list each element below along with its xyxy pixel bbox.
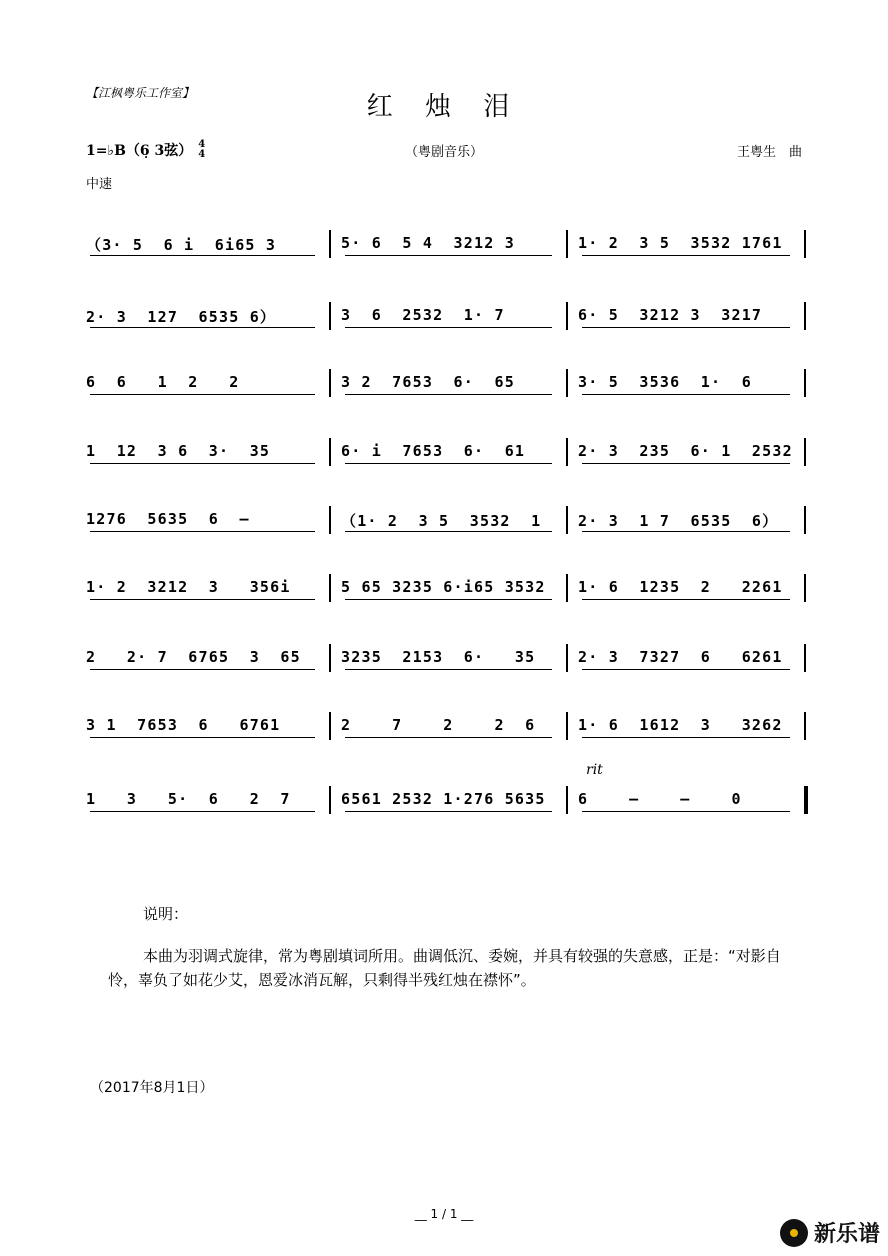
beam-line [90, 737, 315, 738]
beam-line [582, 255, 790, 256]
measure: 6 – – 0 [578, 790, 742, 808]
measure: 2· 3 7327 6 6261 [578, 648, 783, 666]
barline [329, 230, 331, 258]
barline [329, 712, 331, 740]
score-row [86, 228, 808, 268]
explanation-label: 说明： [143, 905, 189, 923]
measure: 6· i 7653 6· 61 [341, 442, 526, 460]
measure: 5· 6 5 4 3212 3 [341, 234, 515, 252]
measure: （3· 5 6 i 6i65 3 [86, 236, 277, 254]
beam-line [582, 531, 790, 532]
beam-line [345, 669, 552, 670]
barline [566, 644, 568, 672]
beam-line [345, 737, 552, 738]
song-title: 红 烛 泪 [366, 92, 522, 122]
beam-line [90, 599, 315, 600]
measure: 2 2· 7 6765 3 65 [86, 648, 301, 666]
barline [566, 786, 568, 814]
logo-text: 新乐谱 [813, 1222, 880, 1247]
beam-line [90, 394, 315, 395]
tempo-marking: 中速 [86, 177, 113, 192]
barline [804, 369, 806, 397]
time-signature-bottom: 4 [198, 149, 206, 160]
beam-line [90, 255, 315, 256]
score-row [86, 710, 808, 750]
barline [329, 574, 331, 602]
barline [566, 574, 568, 602]
barline [804, 302, 806, 330]
beam-line [582, 327, 790, 328]
measure: 3 6 2532 1· 7 [341, 306, 505, 324]
measure: 3 1 7653 6 6761 [86, 716, 281, 734]
measure: 5 65 3235 6·i65 3532 [341, 578, 546, 596]
barline [329, 302, 331, 330]
measure: 1· 2 3 5 3532 1761 [578, 234, 783, 252]
score-row [86, 762, 808, 824]
measure: 2· 3 127 6535 6） [86, 308, 277, 326]
beam-line [582, 463, 790, 464]
song-subtitle: （粤剧音乐） [404, 145, 483, 160]
studio-label: 【江枫粤乐工作室】 [86, 86, 195, 100]
beam-line [345, 811, 552, 812]
measure: 3· 5 3536 1· 6 [578, 373, 752, 391]
beam-line [345, 599, 552, 600]
beam-line [345, 531, 552, 532]
barline [329, 369, 331, 397]
beam-line [90, 327, 315, 328]
beam-line [90, 463, 315, 464]
barline [804, 438, 806, 466]
measure: 1 12 3 6 3· 35 [86, 442, 271, 460]
barline [329, 786, 331, 814]
time-signature [198, 140, 205, 160]
score-row [86, 572, 808, 612]
barline [804, 230, 806, 258]
beam-line [90, 531, 315, 532]
beam-line [582, 394, 790, 395]
beam-line [345, 255, 552, 256]
beam-line [345, 327, 552, 328]
barline [329, 438, 331, 466]
composer-credit: 王粤生 曲 [736, 145, 802, 160]
site-logo [780, 1217, 880, 1248]
explanation-text: 本曲为羽调式旋律，常为粤剧填词所用。曲调低沉、委婉，并具有较强的失意感，正是：“对影自怜，辜负了如花少艾，恩爱冰消瓦解，只剩得半残红烛在襟怀”。 [108, 947, 781, 989]
page-number: __ 1 / 1 __ [414, 1207, 474, 1221]
measure: 2 7 2 2 6 [341, 716, 536, 734]
barline [566, 438, 568, 466]
barline [566, 506, 568, 534]
measure: 3 2 7653 6· 65 [341, 373, 515, 391]
key-signature [86, 140, 205, 160]
record-disc-icon [780, 1219, 808, 1247]
score-row [86, 642, 808, 682]
barline [329, 506, 331, 534]
beam-line [582, 669, 790, 670]
measure: 1276 5635 6 – [86, 510, 250, 528]
measure: 1· 2 3212 3 356i [86, 578, 291, 596]
barline [566, 712, 568, 740]
measure: 2· 3 1 7 6535 6） [578, 512, 779, 530]
measure: 6· 5 3212 3 3217 [578, 306, 763, 324]
measure: 2· 3 235 6· 1 2532 [578, 442, 793, 460]
measure: 6561 2532 1·276 5635 [341, 790, 546, 808]
barline [804, 574, 806, 602]
key-label: 1=♭B（6̣ 3弦） [86, 143, 193, 159]
measure: 1· 6 1235 2 2261 [578, 578, 783, 596]
barline [804, 712, 806, 740]
measure: 6 6 1 2 2 [86, 373, 240, 391]
measure: 1· 6 1612 3 3262 [578, 716, 783, 734]
score-row [86, 436, 808, 476]
time-signature-top: 4 [198, 139, 206, 150]
beam-line [582, 811, 790, 812]
barline [329, 644, 331, 672]
beam-line [345, 463, 552, 464]
beam-line [582, 599, 790, 600]
beam-line [582, 737, 790, 738]
measure: 1 3 5· 6 2 7 [86, 790, 291, 808]
score-row [86, 367, 808, 407]
barline [804, 644, 806, 672]
barline [566, 369, 568, 397]
measure: （1· 2 3 5 3532 1 [341, 512, 542, 530]
beam-line [345, 394, 552, 395]
beam-line [90, 669, 315, 670]
score-row [86, 504, 808, 544]
date-text: （2017年8月1日） [90, 1080, 214, 1096]
barline [804, 506, 806, 534]
barline [804, 786, 808, 814]
ritardando-marking: rit [586, 762, 603, 778]
barline [566, 230, 568, 258]
beam-line [90, 811, 315, 812]
score-row [86, 300, 808, 340]
barline [566, 302, 568, 330]
measure: 3235 2153 6· 35 [341, 648, 536, 666]
